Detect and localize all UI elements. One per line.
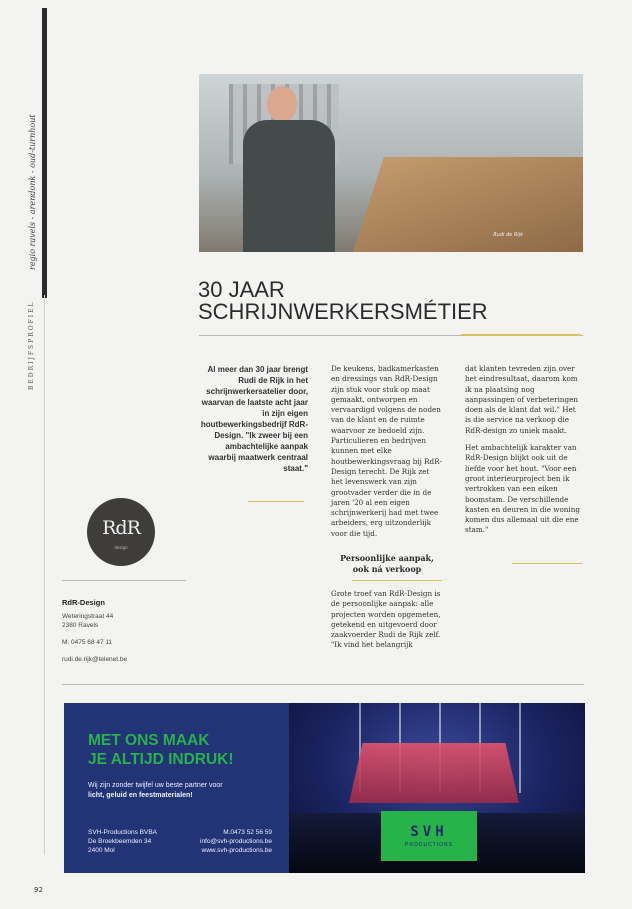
section-label: BEDRIJFSPROFIEL [28, 300, 35, 390]
paragraph: Grote troef van RdR-Design is de persoonlijke aanpak: alle projecten worden opgemeten, getekend en uitgevoerd door zaakvoerder Rudi de Rijk zelf. "Ik vind het belangrijk [331, 589, 441, 650]
ad-company: SVH-Productions BVBA [88, 829, 158, 836]
paragraph: dat klanten tevreden zijn over het eindresultaat, daarom kom ik na plaatsing nog aanpassingen of verbeteringen doen als de klant dat wil." Het is die service na verkoop die RdR-design zo uniek maakt. [465, 364, 579, 435]
lead-rule [248, 501, 304, 502]
company-name: RdR-Design [62, 598, 105, 607]
title-rule-accent [461, 334, 581, 336]
column-3 [465, 364, 583, 543]
paragraph: Het ambachtelijk karakter van RdR-Design blijkt ook uit de liefde voor het hout. "Voor een groot interieurproject ben ik vertrokken van een eiken boomstam. De verschillende kasten en deuren in die woning komen dus allemaal uit die ene stam." [465, 443, 580, 535]
ad-phone: M.0473 52 56 59 [223, 829, 272, 836]
bottom-rule [62, 684, 584, 685]
svh-logo [381, 811, 477, 861]
ad-headline-line-2: JE ALTIJD INDRUK! [88, 751, 234, 768]
article-photo [199, 74, 583, 252]
side-accent-bar [42, 8, 47, 298]
light-beam [519, 703, 521, 793]
ad-headline-line-1: MET ONS MAAK [88, 732, 210, 749]
title-line-1: 30 JAAR [198, 277, 285, 302]
svh-logo-mark: SVH [410, 824, 448, 840]
subheading-rule [352, 580, 442, 581]
ad-email: info@svh-productions.be [200, 838, 272, 845]
ad-web: www.svh-productions.be [201, 847, 272, 854]
stage [349, 743, 519, 803]
wood-panel [353, 157, 583, 252]
ad-street: De Broekbeemden 34 [88, 838, 152, 845]
ad-address [88, 828, 157, 855]
region-label: regio ravels - arendonk - oud-turnhout [28, 114, 37, 270]
craftsman-figure [239, 86, 339, 252]
person-body [243, 120, 335, 252]
column-2-continued [331, 589, 443, 658]
ad-tagline-line-2: licht, geluid en feestmaterialen! [88, 792, 193, 799]
svh-advertisement [64, 703, 585, 873]
ad-city: 2400 Mol [88, 847, 115, 854]
side-divider [44, 295, 45, 855]
paragraph: De keukens, badkamerkasten en dressings van RdR-Design zijn stuk voor stuk op maat gemaakt, ontworpen en vervaardigd volgens de noden van de klant en de ruimte waarvoor ze bedoeld zijn. Particulieren en bedrijven kunnen met elke houtbewerkingsvraag bij RdR-Design terecht. De Rijk zet het levenswerk van zijn grootvader verder die in de jaren '20 al een eigen schrijnwerkerij had met twee arbeiders, erg uitzonderlijk voor die tijd. [331, 364, 442, 538]
logo-text: RdR [102, 517, 140, 539]
city: 2380 Ravels [62, 622, 99, 629]
ad-tagline [88, 781, 278, 801]
rdr-logo [87, 498, 155, 566]
page-number: 92 [34, 886, 43, 894]
column-3-rule [512, 563, 582, 564]
street: Weteringstraat 44 [62, 613, 114, 620]
phone: M. 0475 68 47 11 [62, 639, 113, 646]
concert-photo [289, 703, 585, 873]
article-lead: Al meer dan 30 jaar brengt Rudi de Rijk in het schrijnwerkersatelier door, waarvan de laatste acht jaar in zijn eigen houtbewerkingsbedrijf RdR-Design. "Ik zweer bij een ambachtelijke aanpak waarbij maatwerk centraal staat." [200, 365, 308, 473]
person-head [267, 86, 297, 122]
subheading: Persoonlijke aanpak, ook ná verkoop [340, 553, 434, 574]
logo-subtext: design [114, 545, 128, 550]
title-line-2: SCHRIJNWERKERSMÉTIER [198, 299, 488, 324]
ad-contact [176, 828, 272, 855]
photo-credit: Rudi de Rijk [493, 232, 523, 238]
svh-logo-sub: PRODUCTIONS [405, 842, 453, 848]
contact-rule [62, 580, 186, 581]
ad-headline [88, 731, 234, 769]
email: rudi.de.rijk@telenet.be [62, 656, 128, 663]
contact-block [62, 598, 127, 664]
column-2 [331, 364, 443, 546]
article-title [198, 279, 488, 323]
ad-tagline-line-1: Wij zijn zonder twijfel uw beste partner voor [88, 782, 223, 789]
